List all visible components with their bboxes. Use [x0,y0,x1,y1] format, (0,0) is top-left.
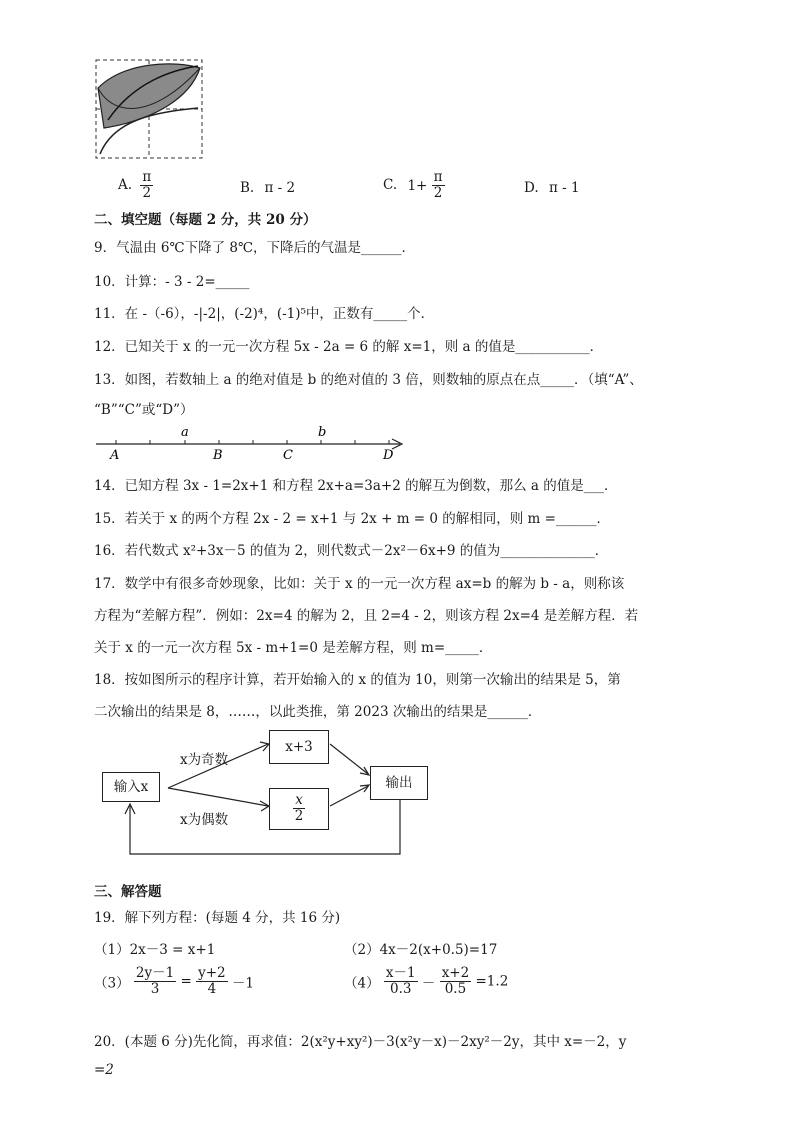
option-d: D. π - 1 [524,180,580,196]
question-12: 12．已知关于 x 的一元一次方程 5x - 2a = 6 的解 x=1，则 a 的值是___________． [94,339,604,355]
question-13-line2: “B”“C”或“D”） [94,402,194,418]
question-19-part-3: （3） $\frac{2y-1}{3}$ = $\frac{y+2}{4}$ －1 [94,965,255,997]
option-a-fraction: $\frac{\pi}{2}$ [142,169,152,201]
label-d-below: D [383,448,394,463]
flow-even-label: x为偶数 [180,812,229,828]
flow-odd-label: x为奇数 [180,752,229,768]
flow-even-fraction: $\frac{x}{2}$ [294,792,304,824]
p3-fraction-1: $\frac{2y-1}{3}$ [135,965,175,997]
question-19-part-2: （2）4x－2(x+0.5)=17 [344,942,498,958]
question-10: 10．计算：- 3 - 2=_____ [94,274,250,290]
label-a-above: a [181,425,189,440]
label-c-below: C [283,448,293,463]
label-a-below: A [110,448,120,463]
flow-even-box [269,788,329,830]
section-3-title: 三、解答题 [94,884,162,900]
flow-output-box: 输出 [370,766,428,800]
option-a: A. $\frac{\pi}{2}$ [118,169,152,201]
question-17-line3: 关于 x 的一元一次方程 5x - m+1=0 是差解方程，则 m=_____． [94,640,493,656]
option-c: C. 1+ $\frac{\pi}{2}$ [383,169,443,201]
label-b-below: B [213,448,223,463]
question-11: 11．在 -（-6），-|-2|，(-2)⁴，(-1)⁵中，正数有_____个． [94,306,435,322]
question-14: 14．已知方程 3x - 1=2x+1 和方程 2x+a=3a+2 的解互为倒数，那么 a 的值是___． [94,478,618,494]
option-c-fraction: $\frac{\pi}{2}$ [433,169,443,201]
flow-input-box: 输入x [102,772,160,802]
number-line [94,424,410,464]
question-19: 19．解下列方程：(每题 4 分，共 16 分) [94,910,341,926]
p4-fraction-2: $\frac{x+2}{0.5}$ [441,965,470,997]
question-17-line1: 17．数学中有很多奇妙现象，比如：关于 x 的一元一次方程 ax=b 的解为 b - a，则称该 [94,576,625,592]
question-9: 9．气温由 6℃下降了 8℃，下降后的气温是______． [94,240,416,256]
geometry-figure [94,58,206,162]
question-15: 15．若关于 x 的两个方程 2x - 2 = x+1 与 2x + m = 0 的解相同，则 m =______． [94,511,610,527]
question-17-line2: 方程为“差解方程”．例如：2x=4 的解为 2，且 2=4 - 2，则该方程 2x=4 是差解方程．若 [94,608,639,624]
option-b: B. π - 2 [240,180,296,196]
section-2-title: 二、填空题（每题 2 分，共 20 分） [94,212,317,228]
question-18-line2: 二次输出的结果是 8，……，以此类推，第 2023 次输出的结果是______． [94,704,542,720]
question-19-part-4: （4） $\frac{x-1}{0.3}$ － $\frac{x+2}{0.5}$ =1.2 [344,965,509,997]
question-19-part-1: （1）2x－3 = x+1 [94,942,216,958]
p3-fraction-2: $\frac{y+2}{4}$ [198,965,226,997]
question-20-line2: =2 [94,1062,114,1078]
question-13-line1: 13．如图，若数轴上 a 的绝对值是 b 的绝对值的 3 倍，则数轴的原点在点_____．（填“A”、 [94,372,643,388]
question-18-line1: 18．按如图所示的程序计算，若开始输入的 x 的值为 10，则第一次输出的结果是 5，第 [94,672,621,688]
question-20-line1: 20．(本题 6 分)先化简，再求值：2(x²y+xy²)－3(x²y－x)－2xy²－2y，其中 x=－2，y [94,1034,627,1050]
label-b-above: b [318,425,327,440]
flow-odd-box: x+3 [269,730,329,764]
question-16: 16．若代数式 x²+3x－5 的值为 2，则代数式－2x²－6x+9 的值为______________． [94,543,609,559]
p4-fraction-1: $\frac{x-1}{0.3}$ [385,965,416,997]
